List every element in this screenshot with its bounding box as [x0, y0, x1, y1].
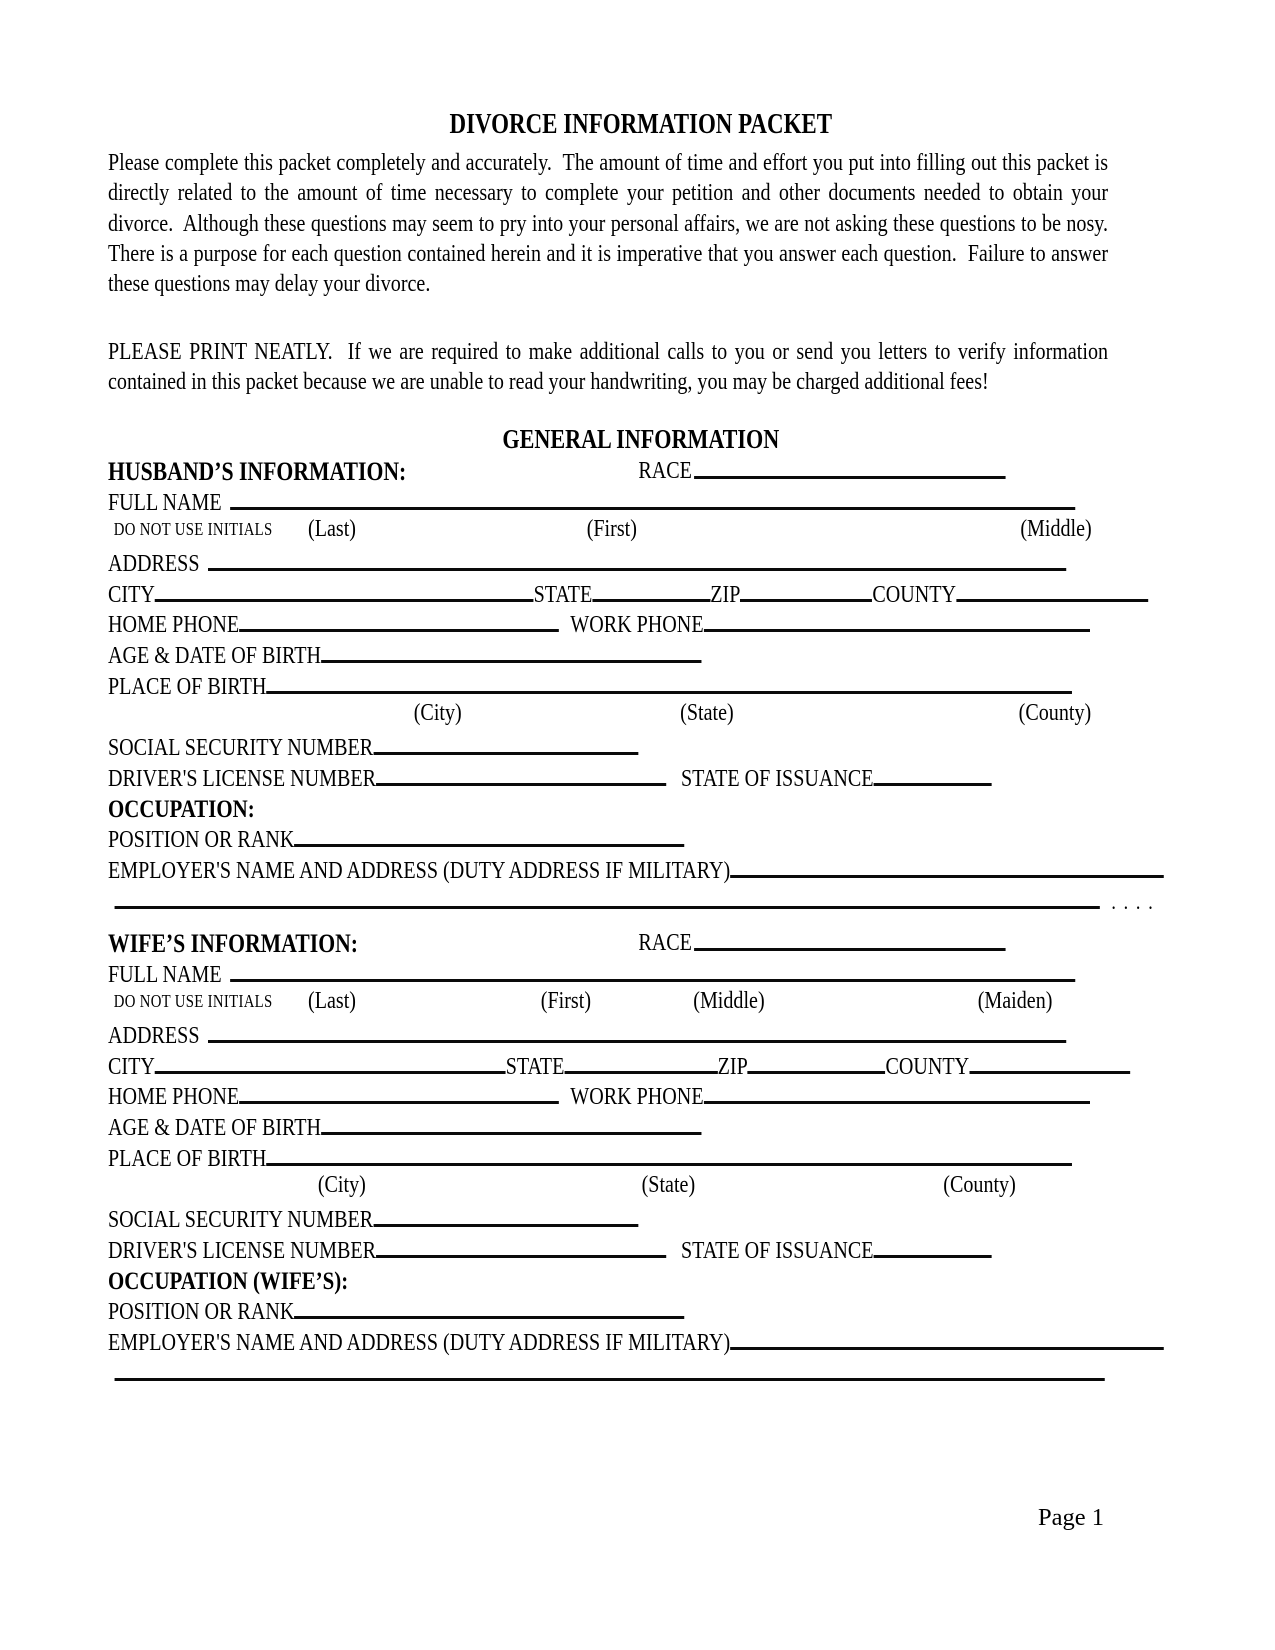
wife-occupation-row	[108, 1266, 1174, 1297]
husband-county-label: COUNTY	[872, 580, 957, 608]
husband-age-dob-label: AGE & DATE OF BIRTH	[108, 642, 322, 670]
wife-zip-blank[interactable]	[748, 1051, 886, 1074]
husband-full-name-blank[interactable]	[230, 487, 1075, 510]
husband-county-blank[interactable]	[956, 579, 1148, 602]
husband-birth-county-hint: (County)	[1018, 698, 1092, 726]
wife-ssn-label: SOCIAL SECURITY NUMBER	[108, 1206, 374, 1234]
husband-address-blank[interactable]	[208, 548, 1067, 571]
wife-full-name-row	[108, 959, 1075, 990]
husband-birth-city-hint: (City)	[413, 698, 462, 726]
wife-employer-label: EMPLOYER'S NAME AND ADDRESS (DUTY ADDRESS IF MILITARY)	[108, 1328, 731, 1356]
wife-issuance-blank[interactable]	[874, 1235, 992, 1258]
wife-position-row	[108, 1296, 1174, 1327]
husband-header-row	[108, 456, 1174, 487]
husband-occupation-label: OCCUPATION:	[108, 793, 255, 823]
wife-race-blank[interactable]	[694, 928, 1005, 951]
trailing-dots: . . . .	[1111, 888, 1155, 914]
husband-age-dob-row	[108, 640, 1174, 671]
wife-work-phone-blank[interactable]	[704, 1081, 1090, 1104]
wife-occupation-label: OCCUPATION (WIFE’S):	[108, 1265, 349, 1295]
husband-dl-row	[108, 763, 1174, 794]
wife-age-dob-row	[108, 1112, 1174, 1143]
wife-race-label: RACE	[638, 929, 692, 956]
wife-birth-state-hint: (State)	[641, 1170, 696, 1198]
wife-middle-hint: (Middle)	[693, 986, 765, 1014]
wife-ssn-row	[108, 1204, 1174, 1235]
wife-place-of-birth-blank[interactable]	[266, 1143, 1072, 1166]
wife-dl-label: DRIVER'S LICENSE NUMBER	[108, 1236, 377, 1264]
husband-work-phone-label: WORK PHONE	[570, 611, 704, 639]
wife-no-initials-note: DO NOT USE INITIALS	[113, 990, 273, 1011]
husband-employer-label: EMPLOYER'S NAME AND ADDRESS (DUTY ADDRESS IF MILITARY)	[108, 856, 731, 884]
husband-position-row	[108, 824, 1174, 855]
wife-employer-row	[108, 1327, 1164, 1358]
wife-place-of-birth-row	[108, 1143, 1072, 1174]
general-information-heading: GENERAL INFORMATION	[502, 424, 780, 454]
wife-maiden-hint: (Maiden)	[977, 986, 1053, 1014]
husband-full-name-row	[108, 487, 1075, 518]
husband-place-of-birth-row	[108, 671, 1072, 702]
husband-occupation-row	[108, 794, 1174, 825]
husband-race-blank[interactable]	[694, 456, 1005, 479]
wife-city-label: CITY	[108, 1052, 155, 1080]
husband-employer-continued-row	[108, 886, 1174, 917]
wife-ssn-blank[interactable]	[373, 1204, 638, 1227]
wife-section	[108, 928, 1174, 1388]
husband-phone-row	[108, 609, 1090, 640]
husband-ssn-blank[interactable]	[373, 732, 638, 755]
wife-name-hints-row	[108, 986, 1174, 1020]
wife-age-dob-blank[interactable]	[321, 1112, 701, 1135]
wife-home-phone-blank[interactable]	[239, 1081, 559, 1104]
husband-name-hints-row	[108, 514, 1174, 548]
wife-full-name-blank[interactable]	[230, 959, 1075, 982]
wife-employer-continued-blank[interactable]	[115, 1358, 1105, 1381]
husband-address-label: ADDRESS	[108, 550, 200, 578]
husband-ssn-label: SOCIAL SECURITY NUMBER	[108, 734, 374, 762]
wife-work-phone-label: WORK PHONE	[570, 1083, 704, 1111]
wife-full-name-label: FULL NAME	[108, 960, 222, 988]
husband-no-initials-note: DO NOT USE INITIALS	[113, 518, 273, 539]
husband-home-phone-label: HOME PHONE	[108, 611, 240, 639]
husband-zip-label: ZIP	[710, 580, 741, 608]
husband-work-phone-blank[interactable]	[704, 609, 1090, 632]
wife-age-dob-label: AGE & DATE OF BIRTH	[108, 1114, 322, 1142]
wife-city-blank[interactable]	[155, 1051, 506, 1074]
wife-place-of-birth-label: PLACE OF BIRTH	[108, 1144, 267, 1172]
husband-issuance-blank[interactable]	[874, 763, 992, 786]
husband-birth-state-hint: (State)	[680, 698, 734, 726]
document-header	[108, 110, 1174, 398]
husband-state-blank[interactable]	[592, 579, 710, 602]
wife-state-blank[interactable]	[564, 1051, 717, 1074]
husband-employer-blank[interactable]	[730, 855, 1164, 878]
wife-dl-row	[108, 1235, 1174, 1266]
husband-home-phone-blank[interactable]	[239, 609, 559, 632]
husband-age-dob-blank[interactable]	[321, 640, 701, 663]
husband-position-blank[interactable]	[294, 824, 684, 847]
wife-first-hint: (First)	[540, 986, 592, 1014]
husband-birth-hints-row	[108, 698, 1174, 733]
wife-employer-blank[interactable]	[730, 1327, 1164, 1350]
husband-place-of-birth-blank[interactable]	[266, 671, 1072, 694]
husband-dl-label: DRIVER'S LICENSE NUMBER	[108, 764, 377, 792]
wife-birth-hints-row	[108, 1170, 1174, 1205]
wife-dl-blank[interactable]	[376, 1235, 666, 1258]
husband-state-label: STATE	[533, 580, 593, 608]
husband-place-of-birth-label: PLACE OF BIRTH	[108, 672, 267, 700]
wife-address-label: ADDRESS	[108, 1022, 200, 1050]
wife-position-blank[interactable]	[294, 1296, 684, 1319]
wife-position-label: POSITION OR RANK	[108, 1298, 295, 1326]
husband-city-label: CITY	[108, 580, 155, 608]
husband-ssn-row	[108, 732, 1174, 763]
husband-section	[108, 456, 1174, 916]
husband-position-label: POSITION OR RANK	[108, 826, 295, 854]
husband-full-name-label: FULL NAME	[108, 488, 222, 516]
husband-section-label: HUSBAND’S INFORMATION:	[108, 456, 407, 486]
intro-paragraph-1: Please complete this packet completely and accurately. The amount of time and effort you put into filling out this packet is directly related to the amount of time necessary to complete your petition and other documents needed to obtain your divorce. Although these questions may seem to pry into your personal affairs, we are not asking these questions to be nosy. There is a purpose for each question contained herein and it is imperative that you answer each question. Failure to answer these questions may delay your divorce.	[108, 149, 1119, 298]
wife-zip-label: ZIP	[717, 1052, 748, 1080]
wife-home-phone-label: HOME PHONE	[108, 1083, 240, 1111]
wife-birth-city-hint: (City)	[317, 1170, 366, 1198]
wife-phone-row	[108, 1081, 1090, 1112]
wife-county-blank[interactable]	[969, 1051, 1130, 1074]
wife-state-label: STATE	[505, 1052, 565, 1080]
husband-employer-continued-blank[interactable]	[115, 886, 1100, 909]
general-information-section	[108, 424, 1174, 454]
wife-address-blank[interactable]	[208, 1020, 1067, 1043]
husband-last-hint: (Last)	[308, 514, 356, 542]
wife-birth-county-hint: (County)	[943, 1170, 1016, 1198]
wife-address-row	[108, 1020, 1066, 1051]
husband-middle-hint: (Middle)	[1020, 514, 1092, 542]
husband-city-blank[interactable]	[155, 579, 534, 602]
intro-paragraph-2: PLEASE PRINT NEATLY. If we are required to make additional calls to you or send you letters to verify information contained in this packet because we are unable to read your handwriting, you may be charged additional fees!	[108, 338, 1114, 396]
wife-header-row	[108, 928, 1174, 959]
wife-last-hint: (Last)	[308, 986, 356, 1014]
husband-first-hint: (First)	[586, 514, 637, 542]
wife-section-label: WIFE’S INFORMATION:	[108, 928, 359, 958]
wife-issuance-label: STATE OF ISSUANCE	[680, 1236, 874, 1264]
husband-race-label: RACE	[638, 457, 692, 484]
page-number: Page 1	[1038, 1504, 1104, 1531]
husband-employer-row	[108, 855, 1164, 886]
husband-city-row	[108, 579, 1148, 610]
wife-city-row	[108, 1051, 1130, 1082]
husband-dl-blank[interactable]	[376, 763, 666, 786]
husband-issuance-label: STATE OF ISSUANCE	[680, 764, 874, 792]
husband-address-row	[108, 548, 1066, 579]
page-title: DIVORCE INFORMATION PACKET	[449, 109, 833, 140]
wife-county-label: COUNTY	[885, 1052, 970, 1080]
husband-zip-blank[interactable]	[740, 579, 872, 602]
wife-employer-continued-row	[108, 1358, 1174, 1389]
